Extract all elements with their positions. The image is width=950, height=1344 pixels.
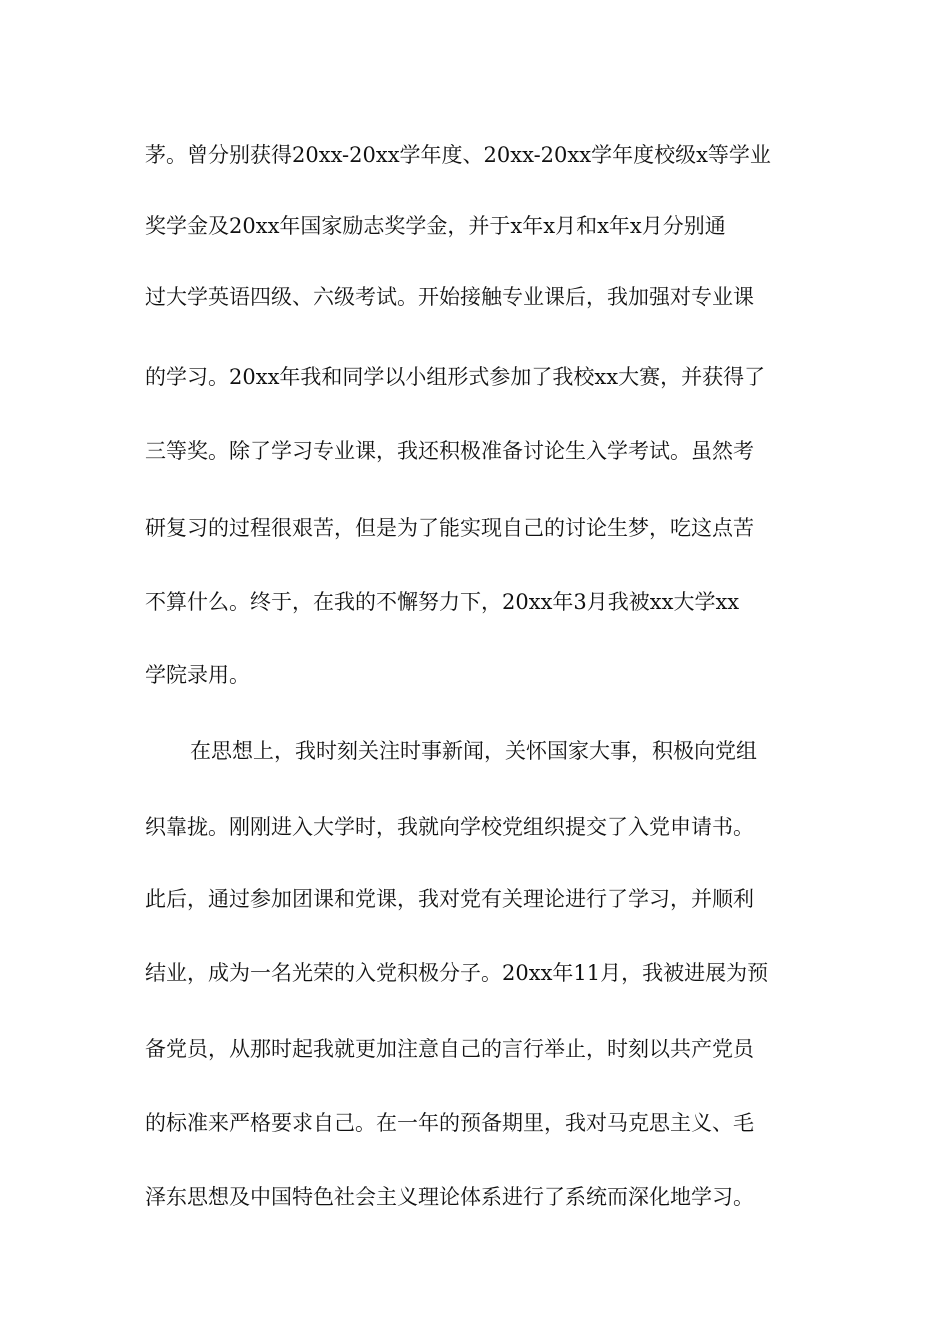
paragraph-2-line-2: 织靠拢。刚刚进入大学时，我就向学校党组织提交了入党申请书。 bbox=[145, 815, 754, 839]
paragraph-1-line-6: 研复习的过程很艰苦，但是为了能实现自己的讨论生梦，吃这点苦 bbox=[145, 516, 754, 540]
paragraph-1-line-4: 的学习。20xx年我和同学以小组形式参加了我校xx大赛，并获得了 bbox=[145, 365, 766, 389]
paragraph-1-line-5: 三等奖。除了学习专业课，我还积极准备讨论生入学考试。虽然考 bbox=[145, 439, 754, 463]
paragraph-1-line-7: 不算什么。终于，在我的不懈努力下，20xx年3月我被xx大学xx bbox=[145, 590, 740, 614]
paragraph-2-line-7: 泽东思想及中国特色社会主义理论体系进行了系统而深化地学习。 bbox=[145, 1185, 754, 1209]
paragraph-2-line-3: 此后，通过参加团课和党课，我对党有关理论进行了学习，并顺利 bbox=[145, 887, 754, 911]
paragraph-1-line-1: 茅。曾分别获得20xx-20xx学年度、20xx-20xx学年度校级x等学业 bbox=[145, 143, 771, 167]
paragraph-2-line-6: 的标准来严格要求自己。在一年的预备期里，我对马克思主义、毛 bbox=[145, 1111, 754, 1135]
paragraph-2-line-5: 备党员，从那时起我就更加注意自己的言行举止，时刻以共产党员 bbox=[145, 1037, 754, 1061]
paragraph-2-line-4: 结业，成为一名光荣的入党积极分子。20xx年11月，我被进展为预 bbox=[145, 961, 769, 985]
paragraph-2-line-1: 在思想上，我时刻关注时事新闻，关怀国家大事，积极向党组 bbox=[190, 739, 757, 763]
paragraph-1-line-8: 学院录用。 bbox=[145, 663, 250, 687]
paragraph-1-line-2: 奖学金及20xx年国家励志奖学金，并于x年x月和x年x月分别通 bbox=[145, 214, 726, 238]
paragraph-1-line-3: 过大学英语四级、六级考试。开始接触专业课后，我加强对专业课 bbox=[145, 285, 754, 309]
